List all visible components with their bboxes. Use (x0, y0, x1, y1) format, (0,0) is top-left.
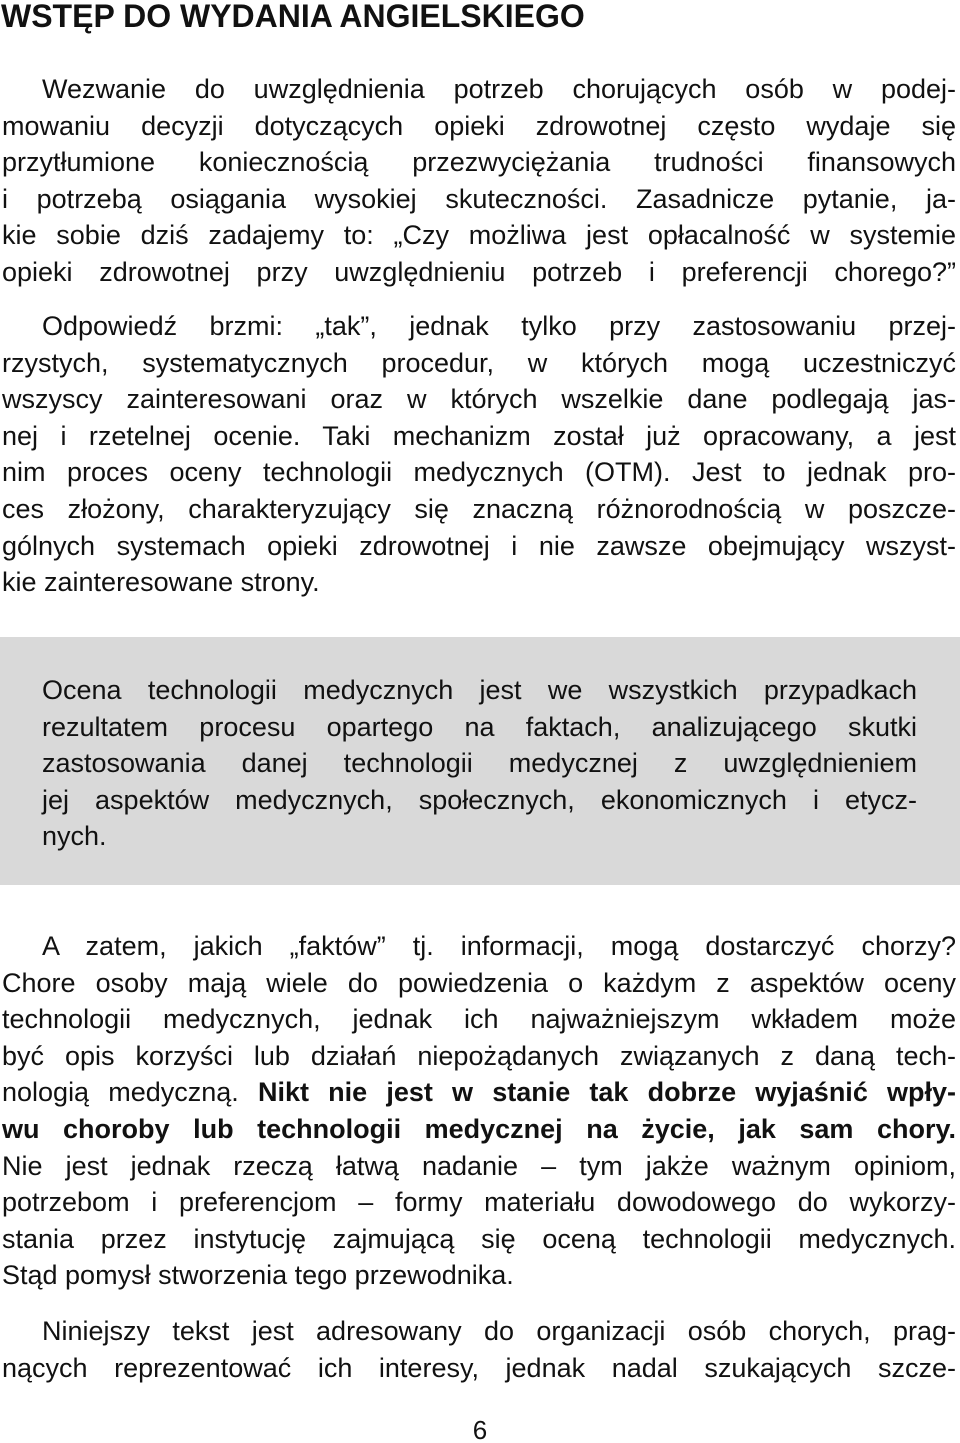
paragraph-line: Wezwanie do uwzględnienia potrzeb chorujących osób w podej- (42, 74, 956, 104)
paragraph-line: kie zainteresowane strony. (2, 567, 320, 598)
paragraph-line: nących reprezentować ich interesy, jednak nadal szukających szcze- (2, 1352, 956, 1383)
paragraph-line: Stąd pomysł stworzenia tego przewodnika. (2, 1260, 514, 1291)
emphasized-line: wu choroby lub technologii medycznej na życie, jak sam chory. (2, 1113, 956, 1144)
paragraph-line: rzystych, systematycznych procedur, w których mogą uczestniczyć (2, 347, 956, 378)
emphasized-text: Nikt nie jest w stanie tak dobrze wyjaśnić wpły- (257, 1077, 957, 1108)
paragraph-line: Niniejszy tekst jest adresowany do organizacji osób chorych, prag- (42, 1316, 956, 1346)
paragraph-line: nej i rzetelnej ocenie. Taki mechanizm został już opracowany, a jest (2, 420, 956, 451)
paragraph-line: Nie jest jednak rzeczą łatwą nadanie – tym jakże ważnym opiniom, (2, 1150, 956, 1181)
paragraph-line: mowaniu decyzji dotyczących opieki zdrowotnej często wydaje się (2, 110, 956, 141)
paragraph-line: zastosowania danej technologii medycznej z uwzględnieniem (42, 748, 917, 779)
paragraph-line: ces złożony, charakteryzujący się znaczną różnorodnością w poszcze- (2, 493, 956, 524)
paragraph-line: przytłumione koniecznością przezwyciężania trudności finansowych (2, 147, 956, 178)
paragraph-answer (0, 308, 960, 601)
paragraph-line: być opis korzyści lub działań niepożądanych związanych z daną tech- (2, 1040, 956, 1071)
paragraph-line: A zatem, jakich „faktów” tj. informacji, mogą dostarczyć chorzy? (42, 931, 956, 961)
paragraph-line: rezultatem procesu opartego na faktach, analizującego skutki (42, 711, 917, 742)
definition-text (0, 672, 960, 855)
paragraph-audience (0, 1313, 960, 1386)
paragraph-line: Ocena technologii medycznych jest we wszystkich przypadkach (42, 675, 917, 705)
paragraph-line: stania przez instytucję zajmującą się oceną technologii medycznych. (2, 1223, 956, 1254)
paragraph-line: potrzebom i preferencjom – formy materiału dowodowego do wykorzy- (2, 1187, 956, 1218)
paragraph-line: nim proces oceny technologii medycznych (OTM). Jest to jednak pro- (2, 457, 956, 488)
paragraph-line: opieki zdrowotnej przy uwzględnieniu potrzeb i preferencji chorego?” (2, 256, 956, 287)
paragraph-line: Chore osoby mają wiele do powiedzenia o każdym z aspektów oceny (2, 967, 956, 998)
paragraph-intro (0, 71, 960, 291)
line-text: nologią medyczną. (2, 1077, 258, 1108)
paragraph-line (2, 1074, 956, 1111)
paragraph-line: jej aspektów medycznych, społecznych, ekonomicznych i etycz- (42, 784, 917, 815)
page-heading: WSTĘP DO WYDANIA ANGIELSKIEGO (1, 0, 585, 34)
paragraph-line: i potrzebą osiągania wysokiej skuteczności. Zasadnicze pytanie, ja- (2, 183, 956, 214)
paragraph-line: kie sobie dziś zadajemy to: „Czy możliwa jest opłacalność w systemie (2, 220, 956, 251)
paragraph-line: gólnych systemach opieki zdrowotnej i nie zawsze obejmujący wszyst- (2, 530, 956, 561)
paragraph-line: Odpowiedź brzmi: „tak”, jednak tylko przy zastosowaniu przej- (42, 311, 956, 341)
page-number: 6 (472, 1415, 488, 1443)
paragraph-line: nych. (42, 821, 107, 852)
paragraph-evidence (0, 928, 960, 1294)
paragraph-line: technologii medycznych, jednak ich najważniejszym wkładem może (2, 1004, 956, 1035)
paragraph-line: wszyscy zainteresowani oraz w których wszelkie dane podlegają jas- (2, 384, 956, 415)
